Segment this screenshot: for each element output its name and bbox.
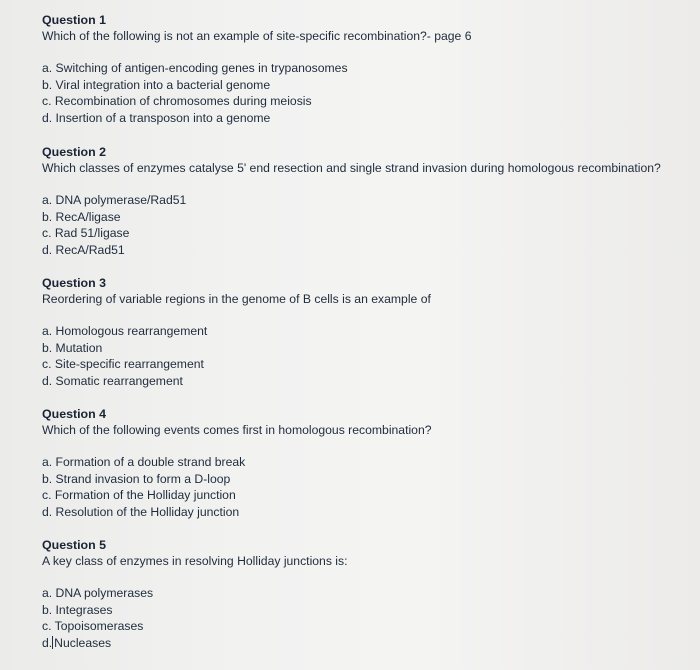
question-text: Reordering of variable regions in the genome of B cells is an example of	[42, 292, 431, 306]
question-text: Which of the following events comes first in homologous recombination?	[42, 423, 432, 437]
option-list	[42, 192, 661, 258]
option-a: a. DNA polymerase/Rad51	[42, 193, 187, 207]
option-b: b. Integrases	[42, 602, 113, 617]
option-c: c. Formation of the Holliday junction	[42, 488, 236, 502]
option-list	[42, 454, 432, 520]
question-block-2	[42, 144, 661, 258]
question-block-4	[42, 406, 432, 520]
question-text: Which of the following is not an example of site-specific recombination?- page 6	[42, 29, 472, 43]
question-block-5	[42, 537, 348, 651]
option-a: a. DNA polymerases	[42, 586, 154, 600]
option-b: b. Strand invasion to form a D-loop	[42, 471, 231, 486]
option-c: c. Recombination of chromosomes during meiosis	[42, 94, 312, 108]
option-list	[42, 60, 472, 126]
option-label: Nucleases	[54, 635, 112, 650]
option-d	[42, 635, 348, 652]
question-title: Question 4	[42, 407, 107, 421]
option-b: b. Viral integration into a bacterial genome	[42, 77, 271, 92]
option-prefix: d.	[42, 635, 53, 650]
option-d: d. Insertion of a transposon into a genome	[42, 110, 271, 125]
option-a: a. Homologous rearrangement	[42, 324, 208, 338]
option-b: b. Mutation	[42, 340, 103, 355]
option-list	[42, 585, 348, 651]
question-title: Question 1	[42, 13, 107, 27]
question-title: Question 5	[42, 538, 107, 552]
question-title: Question 3	[42, 276, 107, 290]
option-c: c. Topoisomerases	[42, 619, 144, 633]
option-b: b. RecA/ligase	[42, 209, 121, 224]
option-c: c. Rad 51/ligase	[42, 226, 130, 240]
question-title: Question 2	[42, 145, 107, 159]
option-c: c. Site-specific rearrangement	[42, 357, 204, 371]
option-a: a. Formation of a double strand break	[42, 455, 246, 469]
option-d: d. RecA/Rad51	[42, 242, 125, 257]
question-block-1	[42, 12, 472, 126]
option-d: d. Resolution of the Holliday junction	[42, 504, 240, 519]
option-d: d. Somatic rearrangement	[42, 373, 183, 388]
question-block-3	[42, 275, 431, 389]
option-a: a. Switching of antigen-encoding genes in trypanosomes	[42, 61, 348, 75]
question-text: Which classes of enzymes catalyse 5' end resection and single strand invasion during homologous recombination?	[42, 161, 661, 175]
option-list	[42, 323, 431, 389]
question-text: A key class of enzymes in resolving Holliday junctions is:	[42, 554, 348, 568]
